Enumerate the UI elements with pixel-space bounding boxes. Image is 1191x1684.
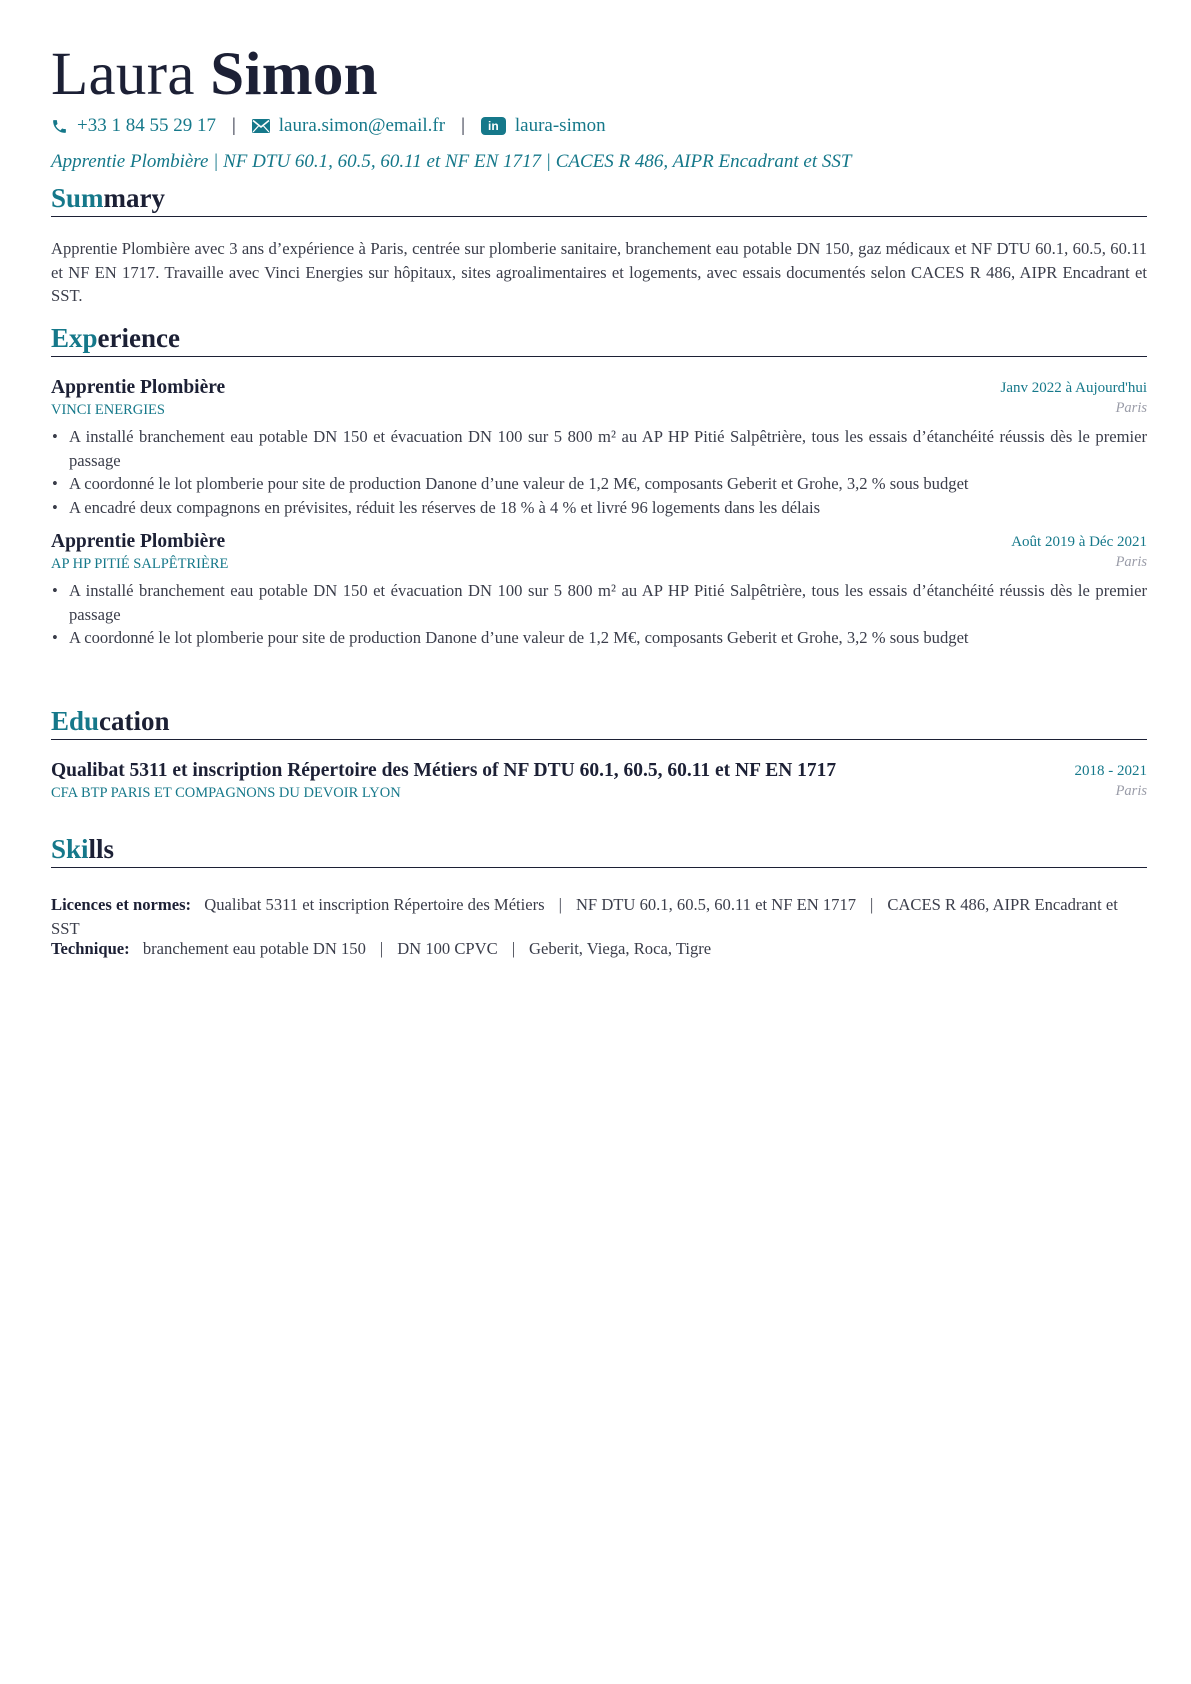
skill-item: Qualibat 5311 et inscription Répertoire des Métiers: [204, 895, 545, 914]
skill-item: CACES R 486, AIPR Encadrant et SST: [51, 895, 1118, 938]
skill-item: DN 100 CPVC: [397, 939, 498, 958]
job-date: Août 2019 à Déc 2021: [1011, 534, 1147, 550]
experience-heading: Experience: [51, 323, 1147, 357]
education-date: 2018 - 2021: [1074, 763, 1147, 779]
email-text: laura.simon@email.fr: [278, 115, 446, 136]
contact-phone[interactable]: [51, 115, 216, 137]
job-organization: VINCI ENERGIES: [51, 402, 165, 418]
list-item: • A encadré deux compagnons en prévisites, réduit les réserves de 18 % à 4 % et livré 96 logements dans les délais: [51, 496, 1147, 520]
contact-bar: [51, 113, 606, 139]
skill-item: branchement eau potable DN 150: [142, 939, 366, 958]
skill-separator: |: [511, 939, 516, 958]
first-name: Laura: [51, 41, 195, 108]
last-name: Simon: [210, 41, 378, 108]
headline: Apprentie Plombière | NF DTU 60.1, 60.5, 60.11 et NF EN 1717 | CACES R 486, AIPR Encadrant et SST: [51, 151, 852, 172]
job-organization: AP HP PITIÉ SALPÊTRIÈRE: [51, 556, 229, 572]
contact-separator: |: [231, 115, 236, 136]
contact-email[interactable]: [252, 115, 445, 137]
skills-heading: Skills: [51, 834, 1147, 868]
contact-separator: |: [461, 115, 465, 136]
contact-linkedin[interactable]: [481, 115, 606, 137]
skill-separator: |: [558, 895, 562, 914]
list-item: • A installé branchement eau potable DN 150 et évacuation DN 100 sur 5 800 m² au AP HP Pitié Salpêtrière, tous les essais d’étanchéité réussis dès le premier passage: [51, 425, 1147, 472]
linkedin-text: laura-simon: [514, 115, 606, 136]
phone-text: +33 1 84 55 29 17: [77, 115, 216, 136]
summary-heading: Summary: [51, 183, 1147, 217]
candidate-name: [51, 36, 378, 114]
envelope-icon: [252, 119, 270, 133]
job-title: Apprentie Plombière: [51, 531, 226, 552]
job-bullets: [51, 579, 1147, 650]
skill-item: Geberit, Viega, Roca, Tigre: [529, 939, 712, 958]
skill-separator: |: [870, 895, 874, 914]
summary-text: Apprentie Plombière avec 3 ans d’expérience à Paris, centrée sur plomberie sanitaire, branchement eau potable DN 150, gaz médicaux et NF DTU 60.1, 60.5, 60.11 et NF EN 1717. Travaille avec Vinci Energies sur hôpitaux, sites agroalimentaires et logements, avec essais documentés selon CACES R 486, AIPR Encadrant et SST.: [51, 239, 1147, 306]
job-bullets: [51, 425, 1147, 519]
skills-technique: [51, 937, 1147, 961]
linkedin-icon: in: [481, 117, 506, 135]
education-location: Paris: [1115, 783, 1147, 799]
phone-icon: [51, 118, 68, 135]
skill-item: NF DTU 60.1, 60.5, 60.11 et NF EN 1717: [575, 895, 857, 914]
job-location: Paris: [1115, 400, 1147, 416]
skill-label: Licences et normes:: [51, 895, 192, 914]
education-title: Qualibat 5311 et inscription Répertoire des Métiers of NF DTU 60.1, 60.5, 60.11 et NF EN 1717: [51, 760, 837, 781]
skill-separator: |: [379, 939, 384, 958]
job-date: Janv 2022 à Aujourd'hui: [1000, 380, 1147, 396]
list-item: • A installé branchement eau potable DN 150 et évacuation DN 100 sur 5 800 m² au AP HP Pitié Salpêtrière, tous les essais d’étanchéité réussis dès le premier passage: [51, 579, 1147, 626]
job-location: Paris: [1115, 554, 1147, 570]
job-title: Apprentie Plombière: [51, 377, 226, 398]
skill-label: Technique:: [51, 939, 130, 958]
education-heading: Education: [51, 706, 1147, 740]
skills-licences: [51, 893, 1147, 940]
list-item: • A coordonné le lot plomberie pour site de production Danone d’une valeur de 1,2 M€, composants Geberit et Grohe, 3,2 % sous budget: [51, 626, 1147, 650]
education-organization: CFA BTP PARIS ET COMPAGNONS DU DEVOIR LYON: [51, 785, 401, 801]
list-item: • A coordonné le lot plomberie pour site de production Danone d’une valeur de 1,2 M€, composants Geberit et Grohe, 3,2 % sous budget: [51, 472, 1147, 496]
